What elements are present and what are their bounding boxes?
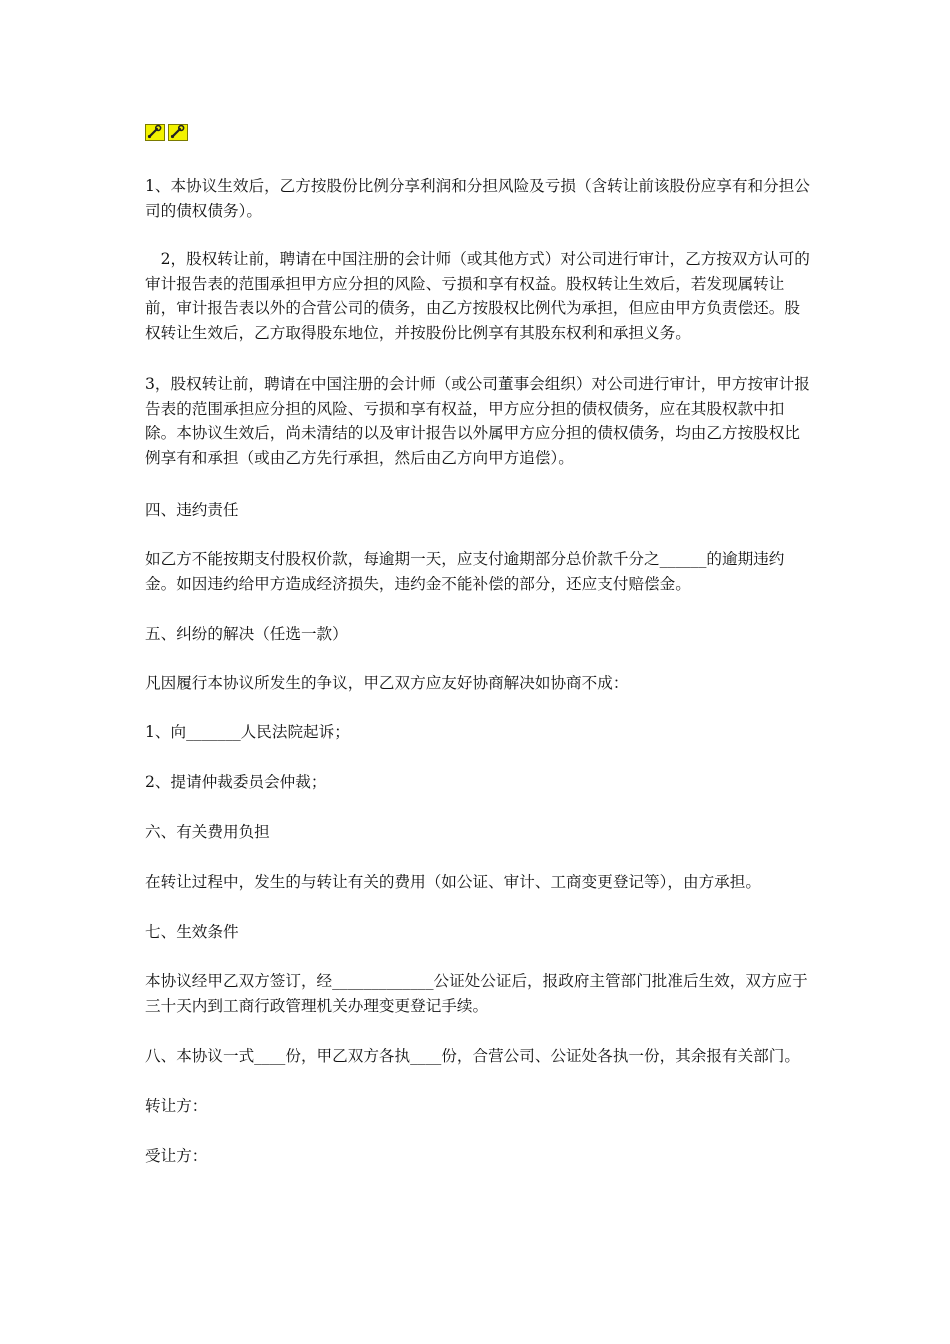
dispute-option-arbitration: 2、提请仲裁委员会仲裁； — [145, 773, 327, 791]
icon-group — [145, 124, 188, 141]
section-heading-dispute: 五、纠纷的解决（任选一款） — [145, 625, 348, 643]
clause-1: 1、本协议生效后，乙方按股份比例分享利润和分担风险及亏损（含转让前该股份应享有和分担公司的债权债务）。 — [145, 177, 810, 220]
dispute-intro: 凡因履行本协议所发生的争议，甲乙双方应友好协商解决如协商不成： — [145, 674, 629, 692]
fees-clause: 在转让过程中，发生的与转让有关的费用（如公证、审计、工商变更登记等），由方承担。 — [145, 873, 761, 891]
section-heading-breach: 四、违约责任 — [145, 501, 239, 519]
wrench-icon — [145, 124, 165, 141]
transferor-signature-line: 转让方： — [145, 1097, 208, 1115]
dispute-option-court: 1、向_______人民法院起诉； — [145, 723, 350, 741]
section-heading-effect: 七、生效条件 — [145, 923, 239, 941]
clause-3: 3，股权转让前，聘请在中国注册的会计师（或公司董事会组织）对公司进行审计，甲方按审计报告表的范围承担应分担的风险、亏损和享有权益，甲方应分担的债权债务，应在其股权款中扣除。本协议生效后，尚未清结的以及审计报告以外属甲方应分担的债权债务，均由乙方按股权比例享有和承担（或由乙方先行承担，然后由乙方向甲方追偿）。 — [145, 375, 810, 467]
wrench-icon — [168, 124, 188, 141]
copies-clause: 八、本协议一式____份，甲乙双方各执____份，合营公司、公证处各执一份，其余报有关部门。 — [145, 1047, 800, 1065]
breach-clause: 如乙方不能按期支付股权价款，每逾期一天，应支付逾期部分总价款千分之______的逾期违约金。如因违约给甲方造成经济损失，违约金不能补偿的部分，还应支付赔偿金。 — [145, 550, 785, 593]
clause-2: 2，股权转让前，聘请在中国注册的会计师（或其他方式）对公司进行审计，乙方按双方认可的审计报告表的范围承担甲方应分担的风险、亏损和享有权益。股权转让生效后，若发现属转让前，审计报告表以外的合营公司的债务，由乙方按股权比例代为承担，但应由甲方负责偿还。股权转让生效后，乙方取得股东地位，并按股份比例享有其股东权利和承担义务。 — [145, 250, 810, 342]
transferee-signature-line: 受让方： — [145, 1147, 208, 1165]
section-heading-fees: 六、有关费用负担 — [145, 823, 270, 841]
effect-clause: 本协议经甲乙双方签订，经_____________公证处公证后，报政府主管部门批准后生效，双方应于三十天内到工商行政管理机关办理变更登记手续。 — [145, 972, 808, 1015]
